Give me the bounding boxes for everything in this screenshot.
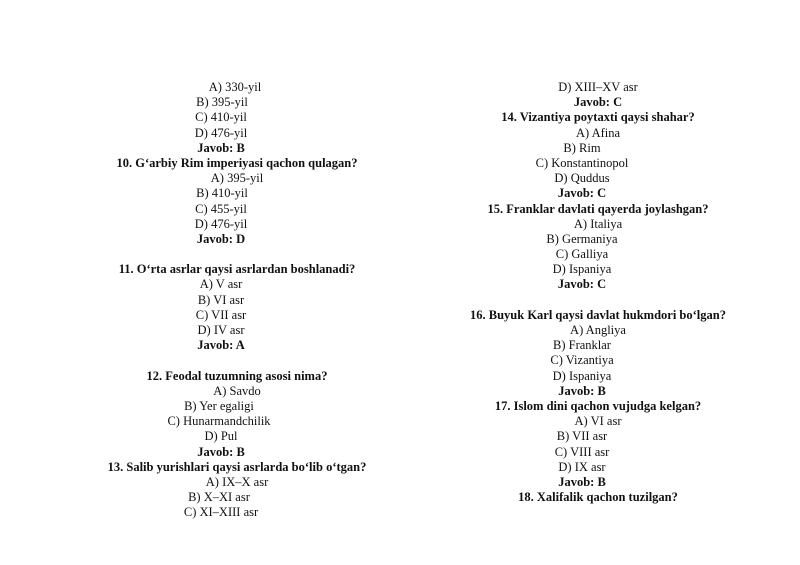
right-column [433, 80, 763, 505]
answer-option: B) Rim [563, 140, 601, 155]
blank-line [433, 293, 763, 308]
blank-line [72, 353, 402, 368]
answer-option: D) 476-yil [194, 216, 248, 231]
answer-option: A) Angliya [570, 323, 626, 337]
answer-option: A) VI asr [574, 414, 622, 429]
answer-key: Javob: B [558, 383, 606, 398]
question-text: 17. Islom dini qachon vujudga kelgan? [494, 398, 702, 413]
answer-option: B) VI asr [197, 292, 245, 307]
answer-key: Javob: C [557, 277, 607, 292]
left-column [72, 80, 402, 520]
answer-option: B) Germaniya [546, 231, 618, 246]
answer-option: A) Savdo [213, 383, 261, 398]
answer-option: C) Hunarmandchilik [167, 414, 271, 429]
question-text: 16. Buyuk Karl qaysi davlat hukmdori bo‘lgan? [470, 307, 726, 322]
answer-key: Javob: B [558, 474, 606, 489]
answer-option: C) 455-yil [195, 201, 247, 216]
answer-option: D) Ispaniya [552, 368, 612, 383]
answer-option: D) XIII–XV asr [558, 80, 638, 94]
answer-option: D) Ispaniya [552, 262, 612, 277]
answer-option: C) Vizantiya [550, 353, 614, 368]
answer-option: A) V asr [199, 277, 243, 292]
answer-option: B) 410-yil [196, 186, 248, 201]
question-text: 14. Vizantiya poytaxti qaysi shahar? [501, 110, 695, 125]
answer-option: B) Franklar [553, 338, 611, 353]
answer-key: Javob: C [573, 95, 623, 110]
question-text: 18. Xalifalik qachon tuzilgan? [518, 490, 678, 505]
answer-option: D) 476-yil [194, 125, 248, 140]
answer-option: C) Konstantinopol [535, 155, 629, 170]
answer-option: D) Pul [204, 429, 238, 444]
answer-option: A) 395-yil [210, 171, 264, 186]
answer-option: A) IX–X asr [205, 474, 269, 489]
answer-option: D) IX asr [558, 459, 606, 474]
answer-option: B) 395-yil [196, 95, 248, 110]
question-text: 15. Franklar davlati qayerda joylashgan? [487, 201, 709, 216]
question-text: 11. O‘rta asrlar qaysi asrlardan boshlanadi? [118, 262, 356, 277]
answer-key: Javob: A [197, 338, 245, 353]
answer-option: C) XI–XIII asr [183, 505, 259, 520]
answer-key: Javob: B [197, 444, 245, 459]
answer-option: C) VIII asr [554, 444, 610, 459]
question-text: 12. Feodal tuzumning asosi nima? [146, 368, 328, 383]
answer-key: Javob: B [197, 140, 245, 155]
question-text: 10. G‘arbiy Rim imperiyasi qachon qulagan? [116, 155, 358, 170]
answer-option: A) Afina [575, 125, 621, 140]
answer-option: A) 330-yil [208, 80, 262, 94]
blank-line [72, 247, 402, 262]
answer-key: Javob: D [196, 231, 246, 246]
answer-option: C) Galliya [555, 247, 609, 262]
answer-option: D) IV asr [197, 323, 245, 337]
answer-option: C) 410-yil [195, 110, 247, 125]
answer-option: D) Quddus [554, 171, 610, 186]
answer-option: B) Yer egaligi [184, 398, 254, 413]
answer-key: Javob: C [557, 186, 607, 201]
answer-option: B) VII asr [556, 429, 608, 444]
question-text: 13. Salib yurishlari qaysi asrlarda bo‘lib o‘tgan? [107, 459, 367, 474]
answer-option: A) Italiya [573, 216, 623, 231]
answer-option: C) VII asr [195, 307, 247, 322]
answer-option: B) X–XI asr [188, 490, 250, 505]
